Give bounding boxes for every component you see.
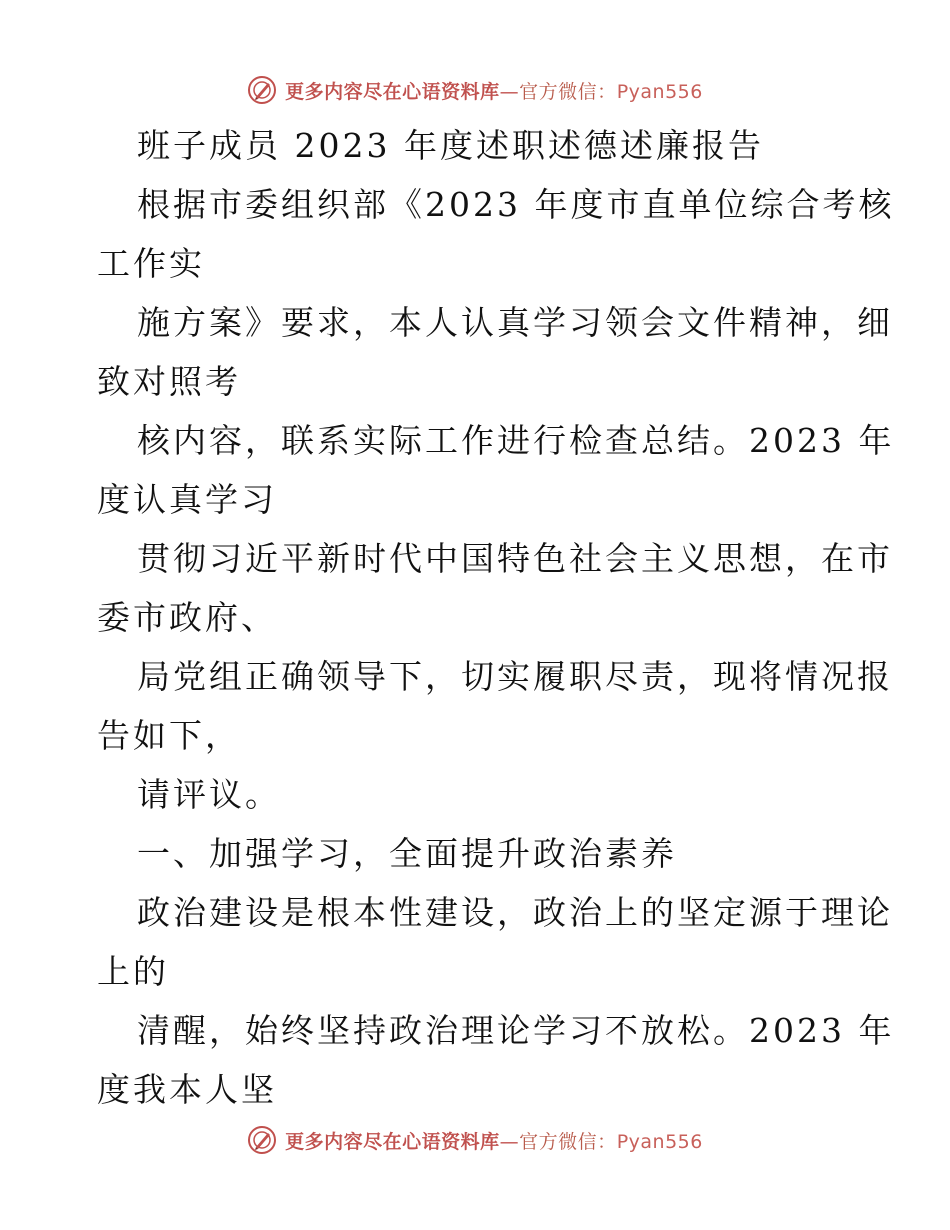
text-line: 局党组正确领导下，切实履职尽责，现将情况报 <box>137 657 893 696</box>
section-heading: 一、加强学习，全面提升政治素养 <box>137 834 677 873</box>
watermark-title: 更多内容尽在心语资料库 <box>285 80 500 103</box>
document-body <box>97 116 895 1119</box>
text-line: 工作实 <box>97 244 205 283</box>
text-line: 度我本人坚 <box>97 1070 277 1109</box>
text-line: 根据市委组织部《2023 年度市直单位综合考核 <box>137 185 895 224</box>
text-line: 度认真学习 <box>97 480 277 519</box>
watermark-title: 更多内容尽在心语资料库 <box>285 1130 500 1153</box>
watermark-official-label: 官方微信： <box>519 80 617 103</box>
watermark-wechat-id: Pyan556 <box>616 80 703 103</box>
text-line: 请评议。 <box>137 775 281 814</box>
watermark-header <box>0 70 950 110</box>
text-line: 清醒，始终坚持政治理论学习不放松。2023 年 <box>137 1011 895 1050</box>
text-line: 致对照考 <box>97 362 241 401</box>
document-title: 班子成员 2023 年度述职述德述廉报告 <box>137 126 764 165</box>
text-line: 贯彻习近平新时代中国特色社会主义思想，在市 <box>137 539 893 578</box>
watermark-dash: — <box>499 1130 520 1153</box>
text-line: 核内容，联系实际工作进行检查总结。2023 年 <box>137 421 895 460</box>
pen-logo-icon <box>247 1125 277 1155</box>
watermark-wechat-id: Pyan556 <box>616 1130 703 1153</box>
text-line: 上的 <box>97 952 169 991</box>
pen-logo-icon <box>247 75 277 105</box>
text-line: 告如下， <box>97 716 241 755</box>
watermark-official-label: 官方微信： <box>519 1130 617 1153</box>
text-line: 政治建设是根本性建设，政治上的坚定源于理论 <box>137 893 893 932</box>
watermark-footer <box>0 1120 950 1160</box>
watermark-dash: — <box>499 80 520 103</box>
text-line: 施方案》要求，本人认真学习领会文件精神，细 <box>137 303 893 342</box>
text-line: 委市政府、 <box>97 598 277 637</box>
